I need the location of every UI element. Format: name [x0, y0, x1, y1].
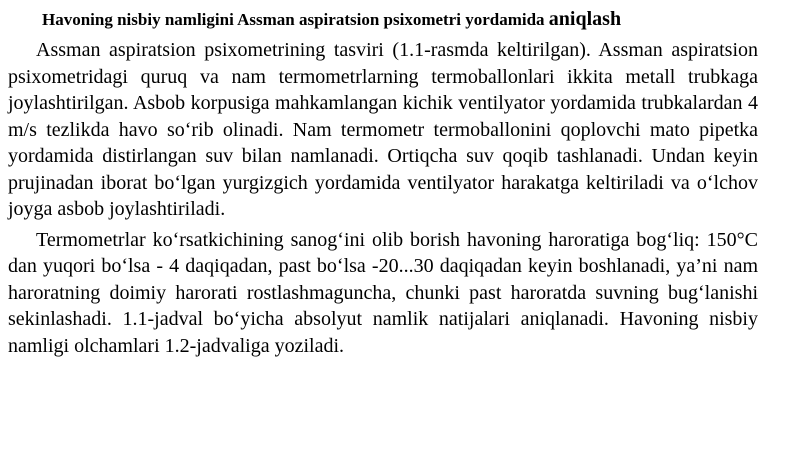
document-title	[8, 6, 758, 33]
paragraph-description: Assman aspiratsion psixometrining tasviri (1.1-rasmda keltirilgan). Assman aspiratsion psixometridagi quruq va nam termometrlarning termoballonlari ikkita metall trubkaga joylashtirilgan. Asbob korpusiga mahkamlangan kichik ventilyator yordamida trubkalardan 4 m/s tezlikda havo so‘rib olinadi. Nam termometr termoballonini qoplovchi mato pipetka yordamida distirlangan suv bilan namlanadi. Ortiqcha suv qoqib tashlanadi. Undan keyin prujinadan iborat bo‘lgan yurgizgich yordamida ventilyator harakatga keltiriladi va o‘lchov joyga asbob joylashtiriladi.	[8, 39, 758, 220]
paragraph-measurement: Termometrlar ko‘rsatkichining sanog‘ini olib borish havoning haroratiga bog‘liq: 150°C dan yuqori bo‘lsa - 4 daqiqadan, past bo‘lsa -20...30 daqiqadan keyin boshlanadi, ya’ni nam haroratning doimiy harorati rostlashmaguncha, chunki past haroratda suvning bug‘lanishi sekinlashadi. 1.1-jadval bo‘yicha absolyut namlik natijalari aniqlanadi. Havoning nisbiy namligi olchamlari 1.2-jadvaliga yoziladi.	[8, 228, 758, 357]
title-main-text: Havoning nisbiy namligini Assman aspiratsion psixometri yordamida	[42, 10, 549, 29]
title-end-text: aniqlash	[548, 8, 622, 30]
